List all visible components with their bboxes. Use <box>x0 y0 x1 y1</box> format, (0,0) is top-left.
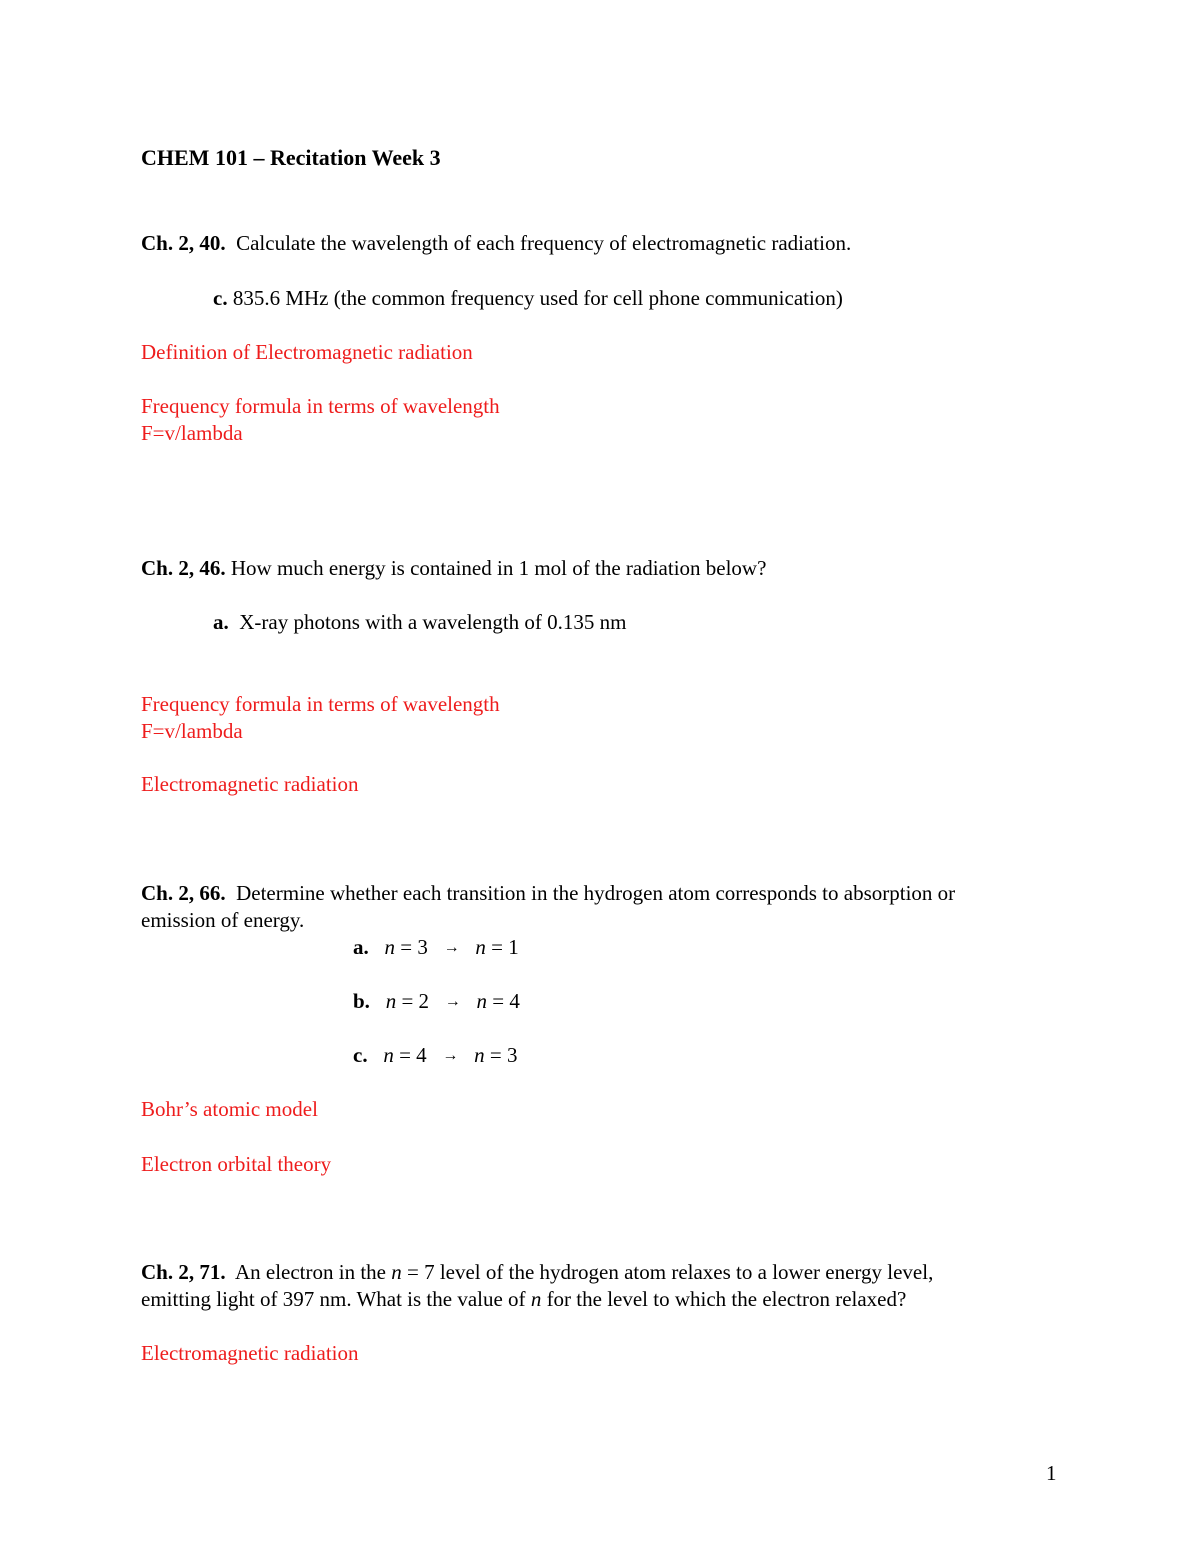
n-symbol: n <box>530 1287 542 1311</box>
n-to: 4 <box>509 989 520 1013</box>
hint-text: Frequency formula in terms of wavelength <box>141 692 500 716</box>
question-text: Determine whether each transition in the hydrogen atom corresponds to absorption or <box>236 881 956 905</box>
question-label: Ch. 2, 66. <box>141 881 226 905</box>
page-title: CHEM 101 – Recitation Week 3 <box>141 145 441 170</box>
n-symbol: n <box>385 989 397 1013</box>
hint-text: Frequency formula in terms of wavelength <box>141 394 500 418</box>
part-label: c. <box>353 1043 368 1067</box>
equals: = <box>491 935 503 959</box>
question-text: Calculate the wavelength of each frequency of electromagnetic radiation. <box>236 231 852 255</box>
n-symbol: n <box>474 1043 485 1067</box>
transition-b <box>353 988 520 1017</box>
n-symbol: n <box>384 935 395 959</box>
part-text: X-ray photons with a wavelength of 0.135 nm <box>239 610 627 634</box>
equals: = <box>401 989 414 1013</box>
hint-text: Electron orbital theory <box>141 1152 332 1176</box>
equals: = <box>400 935 413 959</box>
equals: = <box>489 1043 502 1067</box>
question-part <box>213 609 627 636</box>
question-ch2-46 <box>141 555 766 582</box>
hint-text: Definition of Electromagnetic radiation <box>141 340 473 364</box>
n-from: 2 <box>418 989 430 1013</box>
equals: = <box>492 989 505 1013</box>
question-text: An electron in the <box>234 1260 386 1284</box>
n-to: 3 <box>507 1043 518 1067</box>
question-text: for the level to which the electron relaxed? <box>546 1287 907 1311</box>
n-from: 3 <box>417 935 428 959</box>
page-number: 1 <box>1046 1461 1057 1485</box>
part-label: b. <box>353 989 370 1013</box>
hint-text: Electromagnetic radiation <box>141 1341 359 1365</box>
arrow-icon: → <box>444 993 461 1010</box>
question-label: Ch. 2, 71. <box>141 1260 226 1284</box>
part-label: a. <box>353 935 369 959</box>
question-text: emitting light of 397 nm. What is the value of <box>141 1287 526 1311</box>
equals: = <box>399 1043 411 1067</box>
n-from: 4 <box>416 1043 427 1067</box>
question-text: How much energy is contained in 1 mol of the radiation below? <box>230 556 767 580</box>
n-symbol: n <box>383 1043 394 1067</box>
part-label: a. <box>213 610 229 634</box>
hint-formula: F=v/lambda <box>141 719 243 743</box>
part-text: 835.6 MHz (the common frequency used for cell phone communication) <box>232 286 843 310</box>
n-to: 1 <box>508 935 519 959</box>
question-ch2-66 <box>141 880 955 907</box>
hint-text: Electromagnetic radiation <box>141 772 359 796</box>
question-ch2-40 <box>141 230 851 257</box>
question-text-continued <box>141 1286 906 1313</box>
part-label: c. <box>213 286 228 310</box>
question-ch2-71 <box>141 1259 933 1286</box>
n-symbol: n <box>475 935 486 959</box>
question-label: Ch. 2, 40. <box>141 231 226 255</box>
transition-a <box>353 934 519 963</box>
question-part <box>213 285 843 312</box>
transition-c <box>353 1042 518 1071</box>
question-text: level of the hydrogen atom relaxes to a lower energy level, <box>439 1260 934 1284</box>
hint-formula: F=v/lambda <box>141 421 243 445</box>
arrow-icon: → <box>442 1047 459 1064</box>
question-label: Ch. 2, 46. <box>141 556 226 580</box>
arrow-icon: → <box>443 939 460 956</box>
n-symbol: n <box>476 989 488 1013</box>
hint-text: Bohr’s atomic model <box>141 1097 318 1121</box>
n-value: = 7 <box>406 1260 435 1284</box>
question-text-continued: emission of energy. <box>141 908 305 932</box>
n-symbol: n <box>391 1260 402 1284</box>
